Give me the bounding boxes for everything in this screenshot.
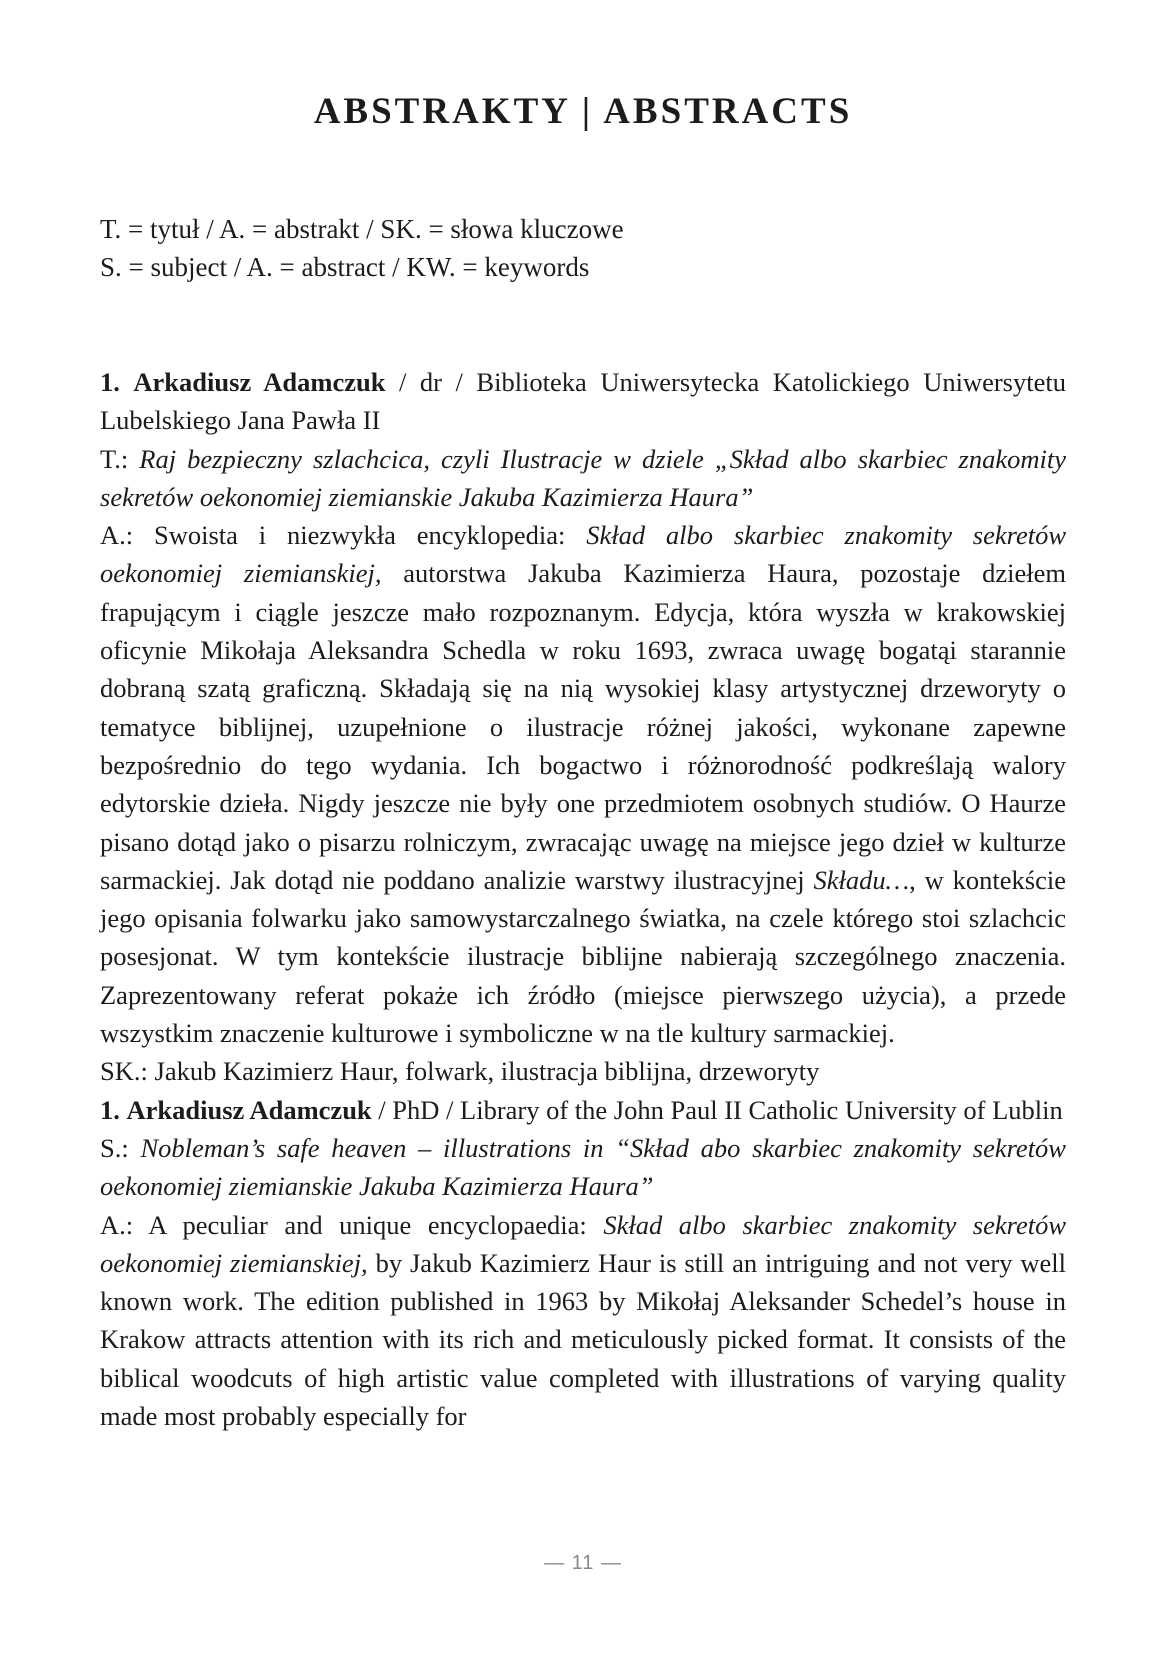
abstract-text: Swoista i niezwykła encyklopedia: bbox=[153, 520, 587, 551]
entry-number: 1. bbox=[100, 367, 120, 397]
legend-line-polish: T. = tytuł / A. = abstrakt / SK. = słowa kluczowe bbox=[100, 214, 624, 244]
author-name: Arkadiusz Adamczuk bbox=[126, 1094, 372, 1125]
page-number: — 11 — bbox=[544, 1552, 622, 1574]
keywords-text: Jakub Kazimierz Haur, folwark, ilustracja biblijna, drzeworyty bbox=[154, 1056, 820, 1087]
abstract-text: A peculiar and unique encyclopaedia: bbox=[148, 1209, 604, 1240]
author-affiliation: / dr / Biblioteka Uniwersytecka Katolickiego Uniwersytetu Lubelskiego Jana Pawła II bbox=[100, 367, 1066, 436]
entry-pl-keywords bbox=[100, 1052, 1066, 1090]
entry-en-abstract bbox=[100, 1206, 1066, 1436]
author-name: Arkadiusz Adamczuk bbox=[133, 367, 386, 397]
subject-label: S.: bbox=[100, 1132, 141, 1163]
entry-pl-title bbox=[100, 440, 1066, 517]
title-text: Raj bezpieczny szlachcica, czyli Ilustracje w dziele „Skład albo skarbiec znakomity sekretów oekonomiej ziemianskie Jakuba Kazimierza Haura” bbox=[100, 443, 1066, 512]
abstract-label: A.: bbox=[100, 520, 154, 551]
abstract-label: A.: bbox=[100, 1209, 149, 1240]
legend-line-english: S. = subject / A. = abstract / KW. = keywords bbox=[100, 252, 590, 282]
entry-pl-abstract bbox=[100, 516, 1066, 1052]
abstracts-body bbox=[100, 363, 1066, 1435]
author-affiliation: / PhD / Library of the John Paul II Catholic University of Lublin bbox=[371, 1094, 1063, 1125]
abstract-book-title: Składu… bbox=[813, 864, 910, 895]
entry-number: 1. bbox=[100, 1094, 120, 1125]
abstract-book-title: Skład albo skarbiec znakomity sekretów oekonomiej ziemianskiej, bbox=[100, 1209, 1067, 1278]
abstract-book-title: Skład albo skarbiec znakomity sekretów oekonomiej ziemianskiej, bbox=[100, 520, 1067, 589]
abstract-text: by Jakub Kazimierz Haur is still an intriguing and not very well known work. The edition published in 1963 by Mikołaj Aleksander Schedel’s house in Krakow attracts attention with its rich and meticulously picked format. It consists of the biblical woodcuts of high artistic value completed with illustrations of varying quality made most probably especially for bbox=[100, 1247, 1066, 1432]
entry-en-subject bbox=[100, 1129, 1066, 1206]
abbreviation-legend bbox=[100, 210, 1066, 286]
keywords-label: SK.: bbox=[100, 1056, 155, 1087]
entry-en-author-line bbox=[100, 1091, 1066, 1129]
title-label: T.: bbox=[100, 443, 140, 474]
abstract-text: autorstwa Jakuba Kazimierza Haura, pozostaje dziełem frapującym i ciągle jeszcze mało rozpoznanym. Edycja, która wyszła w krakowskiej oficynie Mikołaja Aleksandra Schedla w roku 1693, zwraca uwagę bogatąi starannie dobraną szatą graficzną. Składają się na nią wysokiej klasy artystycznej drzeworyty o tematyce biblijnej, uzupełnione o ilustracje różnej jakości, wykonane zapewne bezpośrednio do tego wydania. Ich bogactwo i różnorodność podkreślają walory edytorskie dzieła. Nigdy jeszcze nie były one przedmiotem osobnych studiów. O Haurze pisano dotąd jako o pisarzu rolniczym, zwracając uwagę na miejsce jego dzieł w kulturze sarmackiej. Jak dotąd nie poddano analizie warstwy ilustracyjnej bbox=[100, 558, 1066, 895]
subject-text: Nobleman’s safe heaven – illustrations in “Skład abo skarbiec znakomity sekretów oekonomiej ziemianskie Jakuba Kazimierza Haura” bbox=[100, 1132, 1066, 1202]
page-title: ABSTRAKTY | ABSTRACTS bbox=[313, 91, 853, 132]
entry-pl-author-line bbox=[100, 363, 1066, 440]
abstract-text: , w kontekście jego opisania folwarku jako samowystarczalnego światka, na czele którego stoi szlachcic posesjonat. W tym kontekście ilustracje biblijne nabierają szczególnego znaczenia. Zaprezentowany referat pokaże ich źródło (miejsce pierwszego użycia), a przede wszystkim znaczenie kulturowe i symboliczne w na tle kultury sarmackiej. bbox=[100, 864, 1066, 1049]
